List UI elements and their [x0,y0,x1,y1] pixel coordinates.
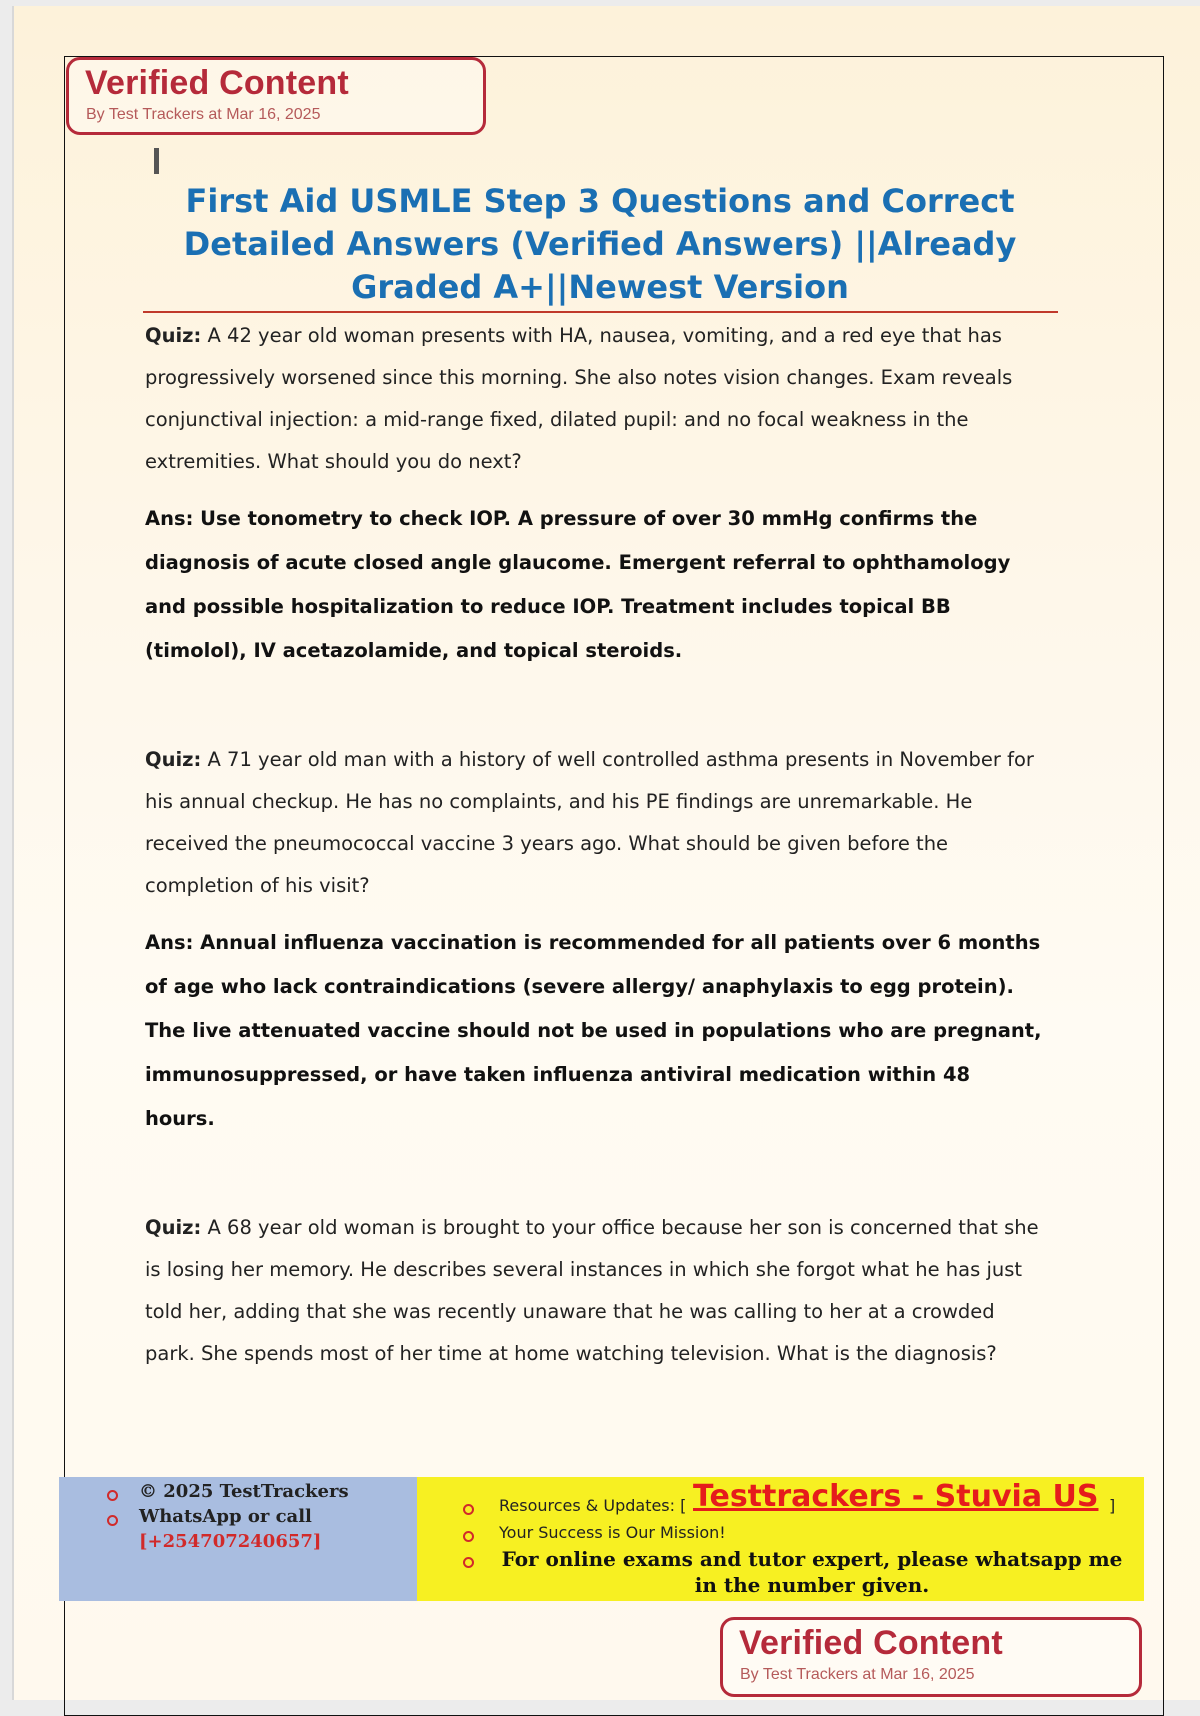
footer-contact-panel [59,1477,417,1601]
stamp-subtitle: By Test Trackers at Mar 16, 2025 [86,106,321,123]
title-divider [143,311,1058,313]
bullet-icon [463,1557,474,1568]
bullet-icon [107,1515,118,1526]
quiz-text: A 71 year old man with a history of well controlled asthma presents in November for his annual checkup. He has no complaints, and his PE findings are unremarkable. He received the pneumococcal vaccine 3 years ago. What should be given before the completion of his visit? [145,748,1034,897]
footer-copyright: © 2025 TestTrackers [139,1481,349,1502]
document-title: First Aid USMLE Step 3 Questions and Correct Detailed Answers (Verified Answers) ||Already Graded A+||Newest Version [183,182,1017,306]
stamp-subtitle: By Test Trackers at Mar 16, 2025 [740,1666,975,1683]
quiz-1 [145,315,1045,483]
stamp-title: Verified Content [85,64,349,102]
tutor-message: For online exams and tutor expert, please whatsapp me in the number given. [501,1547,1123,1597]
quiz-text: A 42 year old woman presents with HA, nausea, vomiting, and a red eye that has progressively worsened since this morning. She also notes vision changes. Exam reveals conjunctival injection: a mid-range fixed, dilated pupil: and no focal weakness in the extremities. What should you do next? [145,324,1013,473]
bullet-icon [463,1531,474,1542]
answer-1: Ans: Use tonometry to check IOP. A pressure of over 30 mmHg confirms the diagnosis of acute closed angle glaucome. Emergent referral to ophthamology and possible hospitalization to reduce IOP. Treatment includes topical BB (timolol), IV acetazolamide, and topical steroids. [145,507,1011,662]
answer-2: Ans: Annual influenza vaccination is recommended for all patients over 6 months of age who lack contraindications (severe allergy/ anaphylaxis to egg protein). The live attenuated vaccine should not be used in populations who are pregnant, immunosuppressed, or have taken influenza antiviral medication within 48 hours. [145,931,1042,1130]
footer-banner [59,1477,1144,1601]
bullet-icon [107,1490,118,1501]
quiz-label: Quiz: [145,748,202,771]
quiz-label: Quiz: [145,1216,202,1239]
stuvia-link[interactable]: Testtrackers - Stuvia US [693,1479,1099,1514]
verified-stamp-bottom [720,1617,1142,1697]
resources-bracket: ] [1109,1496,1116,1515]
verified-stamp-top [66,57,486,135]
footer-whatsapp-label: WhatsApp or call [139,1506,312,1527]
footer-resources-panel [417,1477,1144,1601]
stamp-title: Verified Content [739,1624,1003,1662]
quiz-3 [145,1207,1045,1375]
quiz-2 [145,739,1045,907]
bullet-icon [463,1504,474,1515]
quiz-label: Quiz: [145,324,202,347]
quiz-text: A 68 year old woman is brought to your office because her son is concerned that she is losing her memory. He describes several instances in which she forgot what he has just told her, adding that she was recently unaware that he was calling to her at a crowded park. She spends most of her time at home watching television. What is the diagnosis? [145,1216,1039,1365]
qa-content [145,315,1045,1375]
resources-label: Resources & Updates: [ [499,1496,687,1515]
mission-text: Your Success is Our Mission! [499,1523,726,1542]
footer-phone[interactable]: [+254707240657] [139,1531,322,1552]
text-cursor [154,148,159,174]
